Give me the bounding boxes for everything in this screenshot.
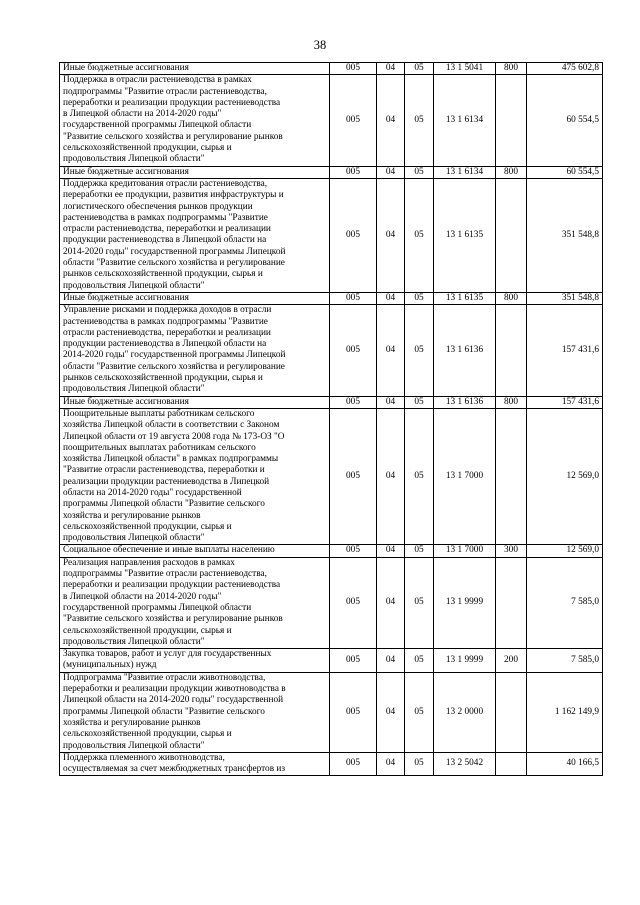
row-section-code: 04: [377, 649, 405, 673]
row-department-code: 005: [330, 408, 377, 545]
row-target-article-code: 13 2 5042: [434, 752, 496, 776]
row-expense-type-code: [496, 178, 527, 292]
row-expense-type-code: [496, 305, 527, 396]
row-department-code: 005: [330, 396, 377, 408]
row-subsection-code: 05: [405, 305, 434, 396]
row-description: Реализация направления расходов в рамках подпрограммы "Развитие отрасли растениеводства, переработки и реализации продукции растениеводства в Липецкой области на 2014-2020 годы" государственной программы Липецкой области "Развитие сельского хозяйства и регулирование рынков сельскохозяйственной продукции, сырья и продовольствия Липецкой области": [60, 557, 330, 648]
row-expense-type-code: [496, 752, 527, 776]
row-description: Социальное обеспечение и иные выплаты населению: [60, 545, 330, 557]
row-subsection-code: 05: [405, 408, 434, 545]
row-expense-type-code: 200: [496, 649, 527, 673]
row-section-code: 04: [377, 166, 405, 178]
row-expense-type-code: [496, 408, 527, 545]
row-amount: 7 585,0: [527, 557, 603, 648]
table-row: [60, 178, 603, 292]
row-amount: 1 162 149,9: [527, 672, 603, 752]
row-target-article-code: 13 1 7000: [434, 545, 496, 557]
table-row: [60, 292, 603, 304]
row-amount: 12 569,0: [527, 545, 603, 557]
row-target-article-code: 13 2 0000: [434, 672, 496, 752]
row-target-article-code: 13 1 6135: [434, 178, 496, 292]
row-department-code: 005: [330, 557, 377, 648]
row-amount: 157 431,6: [527, 305, 603, 396]
budget-table: [59, 62, 603, 776]
table-row: [60, 408, 603, 545]
row-section-code: 04: [377, 292, 405, 304]
row-department-code: 005: [330, 292, 377, 304]
row-amount: 475 602,8: [527, 63, 603, 75]
row-department-code: 005: [330, 672, 377, 752]
table-row: [60, 396, 603, 408]
row-target-article-code: 13 1 6136: [434, 305, 496, 396]
row-target-article-code: 13 1 6135: [434, 292, 496, 304]
row-subsection-code: 05: [405, 396, 434, 408]
row-description: Поддержка кредитования отрасли растениеводства, переработки ее продукции, развития инфраструктуры и логистического обеспечения рынков продукции растениеводства в рамках подпрограммы "Развитие отрасли растениеводства, переработки и реализации продукции растениеводства в Липецкой области на 2014-2020 годы" государственной программы Липецкой области "Развитие сельского хозяйства и регулирование рынков сельскохозяйственной продукции, сырья и продовольствия Липецкой области": [60, 178, 330, 292]
row-subsection-code: 05: [405, 545, 434, 557]
row-department-code: 005: [330, 752, 377, 776]
row-expense-type-code: [496, 557, 527, 648]
row-department-code: 005: [330, 305, 377, 396]
row-section-code: 04: [377, 75, 405, 166]
row-target-article-code: 13 1 9999: [434, 649, 496, 673]
table-row: [60, 305, 603, 396]
row-description: Иные бюджетные ассигнования: [60, 166, 330, 178]
row-subsection-code: 05: [405, 292, 434, 304]
row-amount: 60 554,5: [527, 166, 603, 178]
row-expense-type-code: 800: [496, 292, 527, 304]
row-department-code: 005: [330, 63, 377, 75]
row-amount: 351 548,8: [527, 292, 603, 304]
row-subsection-code: 05: [405, 75, 434, 166]
table-row: [60, 649, 603, 673]
row-amount: 351 548,8: [527, 178, 603, 292]
row-target-article-code: 13 1 6134: [434, 75, 496, 166]
row-section-code: 04: [377, 408, 405, 545]
row-section-code: 04: [377, 752, 405, 776]
table-row: [60, 545, 603, 557]
row-amount: 7 585,0: [527, 649, 603, 673]
row-description: Подпрограмма "Развитие отрасли животноводства, переработки и реализации продукции животноводства в Липецкой области на 2014-2020 годы" государственной программы Липецкой области "Развитие сельского хозяйства и регулирование рынков сельскохозяйственной продукции, сырья и продовольствия Липецкой области": [60, 672, 330, 752]
row-section-code: 04: [377, 305, 405, 396]
row-target-article-code: 13 1 7000: [434, 408, 496, 545]
row-subsection-code: 05: [405, 166, 434, 178]
table-row: [60, 672, 603, 752]
row-section-code: 04: [377, 672, 405, 752]
row-subsection-code: 05: [405, 557, 434, 648]
row-description: Управление рисками и поддержка доходов в отрасли растениеводства в рамках подпрограммы "Развитие отрасли растениеводства, переработки и реализации продукции растениеводства в Липецкой области на 2014-2020 годы" государственной программы Липецкой области "Развитие сельского хозяйства и регулирование рынков сельскохозяйственной продукции, сырья и продовольствия Липецкой области": [60, 305, 330, 396]
table-row: [60, 75, 603, 166]
row-target-article-code: 13 1 5041: [434, 63, 496, 75]
row-amount: 12 569,0: [527, 408, 603, 545]
row-subsection-code: 05: [405, 672, 434, 752]
row-department-code: 005: [330, 166, 377, 178]
row-description: Поощрительные выплаты работникам сельского хозяйства Липецкой области в соответствии с Законом Липецкой области от 19 августа 2008 года № 173-ОЗ "О поощрительных выплатах работникам сельского хозяйства Липецкой области" в рамках подпрограммы "Развитие отрасли растениеводства, переработки и реализации продукции растениеводства в Липецкой области на 2014-2020 годы" государственной программы Липецкой области "Развитие сельского хозяйства и регулирование рынков сельскохозяйственной продукции, сырья и продовольствия Липецкой области": [60, 408, 330, 545]
row-subsection-code: 05: [405, 649, 434, 673]
row-section-code: 04: [377, 557, 405, 648]
row-department-code: 005: [330, 178, 377, 292]
row-amount: 157 431,6: [527, 396, 603, 408]
row-department-code: 005: [330, 75, 377, 166]
row-expense-type-code: 800: [496, 166, 527, 178]
row-description: Иные бюджетные ассигнования: [60, 292, 330, 304]
row-amount: 60 554,5: [527, 75, 603, 166]
row-section-code: 04: [377, 178, 405, 292]
row-department-code: 005: [330, 545, 377, 557]
row-amount: 40 166,5: [527, 752, 603, 776]
row-subsection-code: 05: [405, 63, 434, 75]
row-expense-type-code: 800: [496, 63, 527, 75]
row-target-article-code: 13 1 6134: [434, 166, 496, 178]
row-target-article-code: 13 1 9999: [434, 557, 496, 648]
row-description: Поддержка племенного животноводства, осуществляемая за счет межбюджетных трансфертов из: [60, 752, 330, 776]
row-expense-type-code: [496, 672, 527, 752]
row-section-code: 04: [377, 63, 405, 75]
table-row: [60, 63, 603, 75]
row-subsection-code: 05: [405, 752, 434, 776]
table-row: [60, 557, 603, 648]
row-target-article-code: 13 1 6136: [434, 396, 496, 408]
row-department-code: 005: [330, 649, 377, 673]
row-section-code: 04: [377, 545, 405, 557]
page-number: 38: [313, 38, 327, 52]
budget-table-body: [60, 63, 603, 776]
row-expense-type-code: 800: [496, 396, 527, 408]
row-description: Иные бюджетные ассигнования: [60, 63, 330, 75]
row-expense-type-code: [496, 75, 527, 166]
table-row: [60, 166, 603, 178]
row-description: Поддержка в отрасли растениеводства в рамках подпрограммы "Развитие отрасли растениеводства, переработки и реализации продукции растениеводства в Липецкой области на 2014-2020 годы" государственной программы Липецкой области "Развитие сельского хозяйства и регулирование рынков сельскохозяйственной продукции, сырья и продовольствия Липецкой области": [60, 75, 330, 166]
table-row: [60, 752, 603, 776]
row-description: Закупка товаров, работ и услуг для государственных (муниципальных) нужд: [60, 649, 330, 673]
row-expense-type-code: 300: [496, 545, 527, 557]
row-subsection-code: 05: [405, 178, 434, 292]
row-description: Иные бюджетные ассигнования: [60, 396, 330, 408]
row-section-code: 04: [377, 396, 405, 408]
